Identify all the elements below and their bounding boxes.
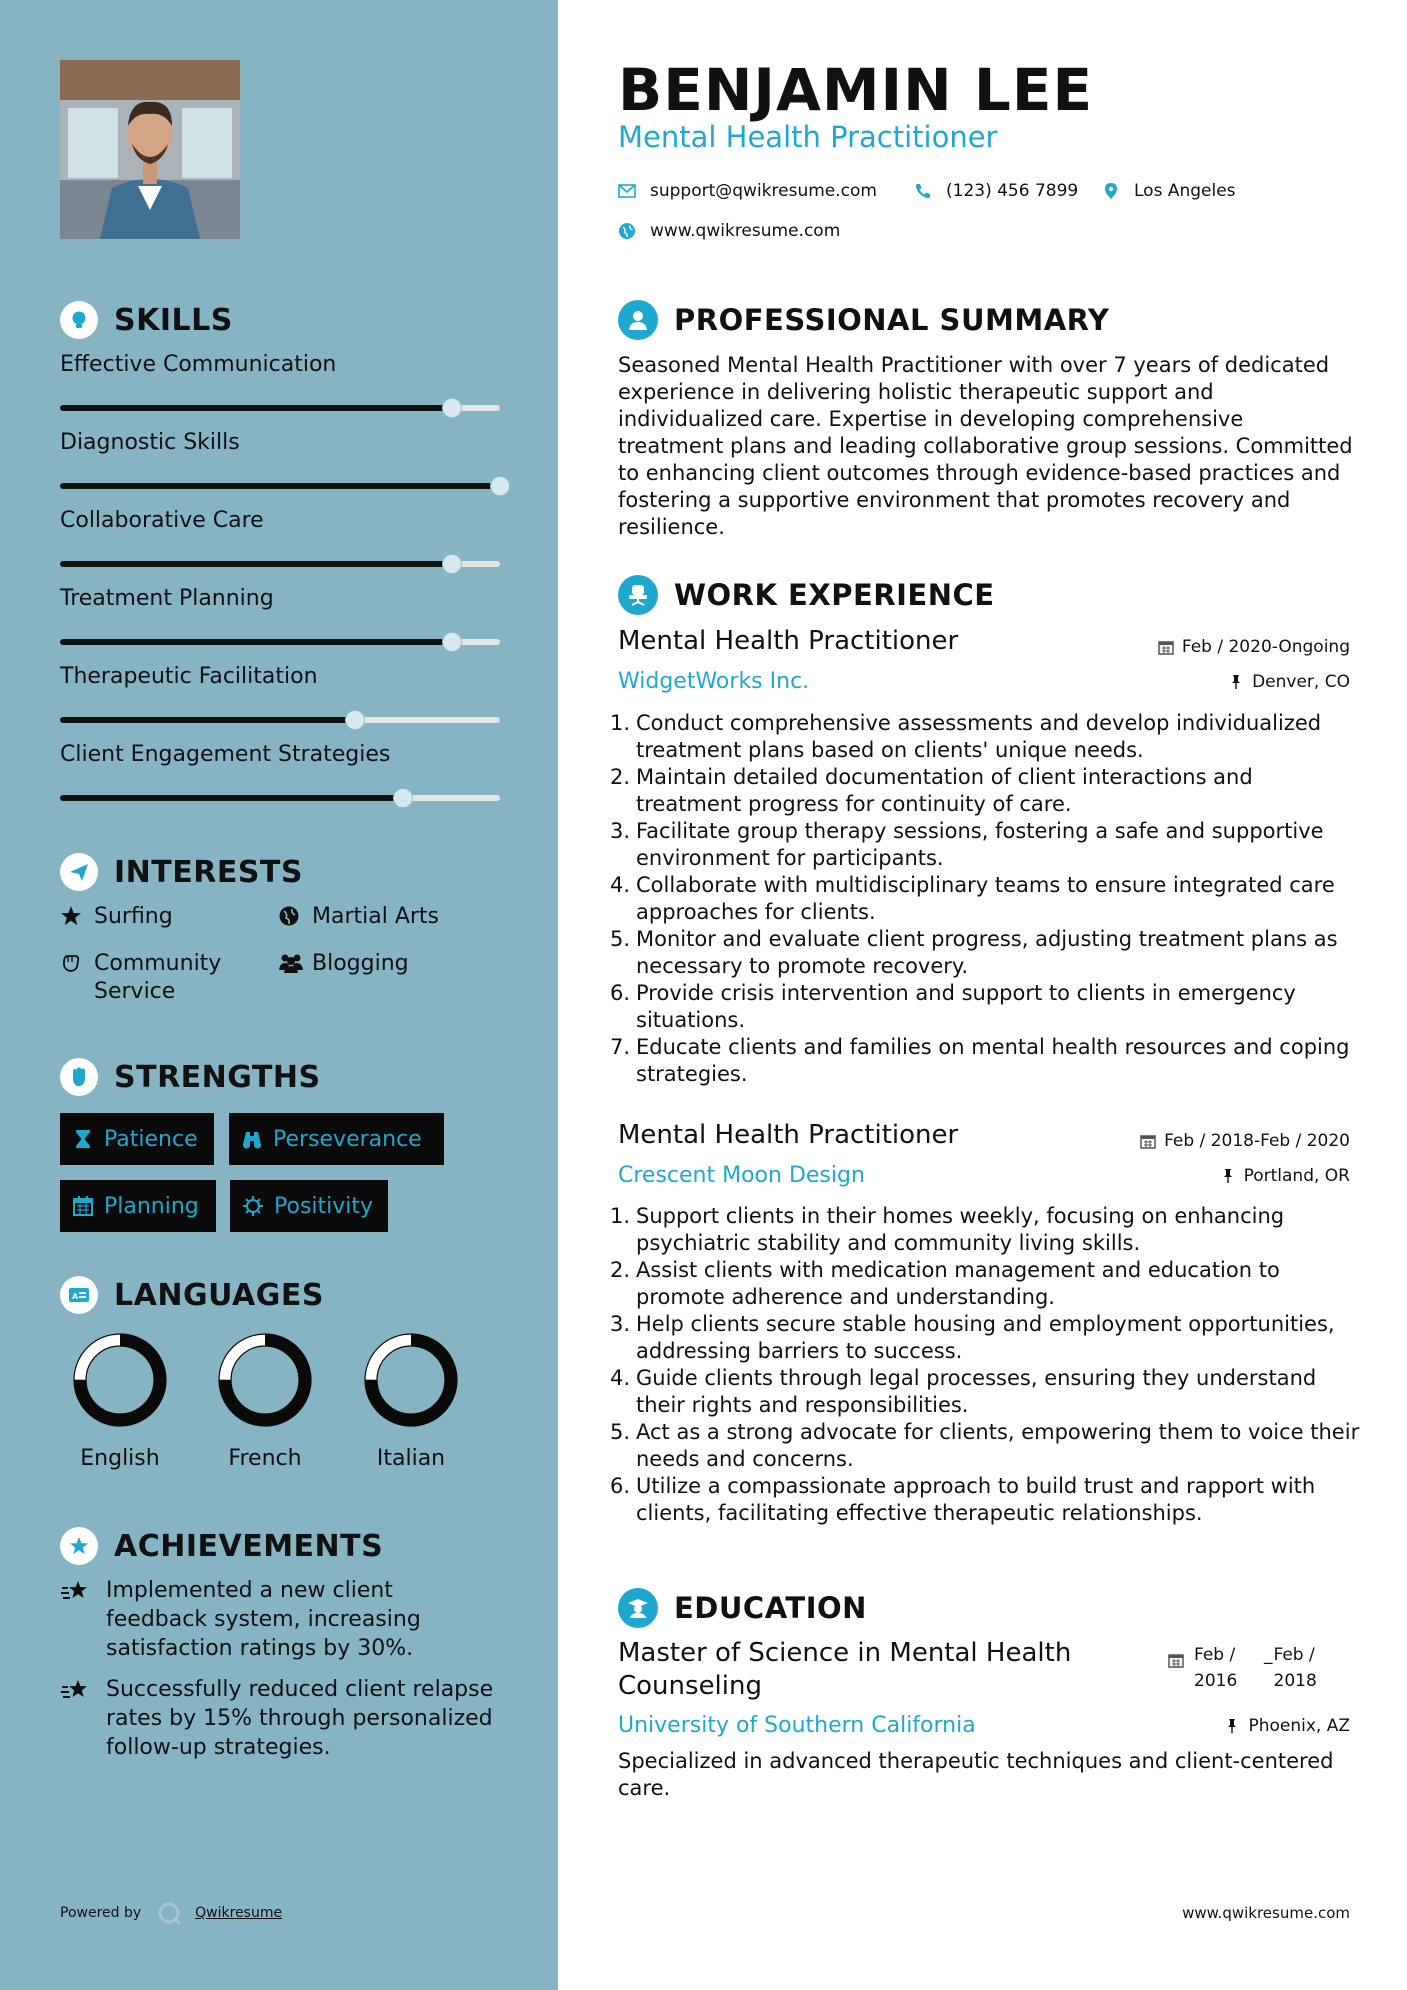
list-item: 7. Educate clients and families on mental health resources and coping strategies.: [610, 1035, 1350, 1086]
language-gauge: [363, 1332, 459, 1428]
skill-name: Diagnostic Skills: [60, 430, 240, 455]
skill-item: [60, 742, 500, 767]
skill-bar: [60, 483, 500, 489]
achievement-item: Implemented a new client feedback system, increasing satisfaction ratings by 30%.: [60, 1576, 500, 1663]
shooting-star-icon: [60, 1677, 90, 1703]
language-item: [65, 1332, 175, 1471]
main-content: [558, 0, 1407, 1990]
degree-title: Master of Science in Mental Health Counseling: [618, 1638, 1072, 1701]
contact-website: [618, 221, 840, 241]
achievements-heading: ACHIEVEMENTS: [60, 1526, 383, 1566]
list-item: 5. Monitor and evaluate client progress, adjusting treatment plans as necessary to promote recovery.: [610, 927, 1338, 978]
list-item: 4. Guide clients through legal processes, ensuring they understand their rights and responsibilities.: [610, 1366, 1317, 1417]
pushpin-icon: [1224, 1718, 1240, 1734]
lightbulb-icon: [60, 301, 98, 339]
language-item: [356, 1332, 466, 1471]
strength-tag: Patience: [60, 1113, 214, 1165]
svg-text:A: A: [72, 1292, 79, 1301]
calendar-icon: [72, 1195, 94, 1217]
language-card-icon: [60, 1276, 98, 1314]
skills-heading: SKILLS: [60, 300, 233, 340]
language-gauge: [217, 1332, 313, 1428]
interest-item: Surfing: [60, 903, 173, 931]
company-name: Crescent Moon Design: [618, 1163, 865, 1188]
skill-name: Therapeutic Facilitation: [60, 664, 318, 689]
languages-heading: A LANGUAGES: [60, 1275, 324, 1315]
sun-icon: [242, 1195, 264, 1217]
skill-bar: [60, 717, 500, 723]
website-link[interactable]: www.qwikresume.com: [650, 221, 841, 241]
interest-item: Community Service: [60, 950, 250, 1006]
skill-name: Client Engagement Strategies: [60, 742, 391, 767]
profile-photo: [60, 60, 240, 239]
company-name: WidgetWorks Inc.: [618, 669, 810, 694]
language-name: Italian: [376, 1446, 446, 1471]
skill-bar: [60, 795, 500, 801]
candidate-name: BENJAMIN LEE: [618, 56, 1094, 124]
list-item: 6. Provide crisis intervention and support to clients in emergency situations.: [610, 981, 1296, 1032]
pushpin-icon: [1228, 674, 1244, 690]
skill-item: [60, 586, 500, 611]
contact-location: Los Angeles: [1102, 181, 1236, 201]
skill-name: Collaborative Care: [60, 508, 264, 533]
users-icon: [278, 952, 302, 976]
list-item: 1. Support clients in their homes weekly, focusing on enhancing psychiatric stability and community living skills.: [610, 1204, 1285, 1255]
language-name: English: [80, 1446, 160, 1471]
office-chair-icon: [618, 575, 658, 615]
list-item: 6. Utilize a compassionate approach to build trust and rapport with clients, facilitating effective therapeutic relationships.: [610, 1474, 1316, 1525]
contact-phone: (123) 456 7899: [914, 181, 1078, 201]
strength-tag: Perseverance: [229, 1113, 444, 1165]
skill-item: [60, 508, 500, 533]
education-dates: Feb / 2016 _ Feb / 2018: [1168, 1642, 1348, 1694]
list-item: 5. Act as a strong advocate for clients, empowering them to voice their needs and concerns.: [610, 1420, 1360, 1471]
footer-website-link[interactable]: www.qwikresume.com: [1182, 1904, 1350, 1922]
strength-tag: Positivity: [230, 1180, 388, 1232]
calendar-icon: [1168, 1650, 1184, 1666]
job-bullets: [610, 710, 1360, 1088]
skill-name: Effective Communication: [60, 352, 337, 377]
job-dates: Feb / 2018-Feb / 2020: [1140, 1131, 1350, 1151]
graduate-icon: [618, 1588, 658, 1628]
job-title: Mental Health Practitioner: [618, 626, 959, 656]
list-item: 2. Maintain detailed documentation of client interactions and treatment progress for continuity of care.: [610, 765, 1253, 816]
qwikresume-logo-icon: [155, 1900, 185, 1926]
sidebar: [0, 0, 558, 1990]
calendar-icon: [1158, 639, 1174, 655]
strengths-heading: STRENGTHS: [60, 1057, 321, 1097]
email-link[interactable]: support@qwikresume.com: [650, 181, 877, 201]
envelope-icon: [618, 182, 636, 200]
globe-icon: [278, 905, 302, 929]
education-description: Specialized in advanced therapeutic techniques and client-centered care.: [618, 1749, 1334, 1800]
map-pin-icon: [1102, 182, 1120, 200]
skill-bar: [60, 405, 500, 411]
binoculars-icon: [241, 1128, 263, 1150]
shooting-star-icon: [60, 1578, 90, 1604]
skill-bar: [60, 639, 500, 645]
strength-tag: Planning: [60, 1180, 216, 1232]
fist-icon: [60, 1058, 98, 1096]
skill-item: [60, 352, 500, 377]
skill-item: [60, 430, 500, 455]
job-title: Mental Health Practitioner: [618, 1120, 959, 1150]
language-item: [210, 1332, 320, 1471]
school-name: University of Southern California: [618, 1713, 976, 1738]
calendar-icon: [1140, 1133, 1156, 1149]
star-icon: [60, 905, 84, 929]
list-item: 3. Facilitate group therapy sessions, fostering a safe and supportive environment for participants.: [610, 819, 1324, 870]
list-item: 1. Conduct comprehensive assessments and develop individualized treatment plans based on clients' unique needs.: [610, 711, 1322, 762]
user-icon: [618, 300, 658, 340]
education-heading: EDUCATION: [618, 1588, 867, 1628]
contact-email: [618, 181, 877, 201]
qwikresume-link[interactable]: Qwikresume: [195, 1905, 283, 1921]
powered-by: Powered by Qwikresume: [60, 1900, 282, 1926]
language-gauge: [72, 1332, 168, 1428]
job-dates: Feb / 2020-Ongoing: [1158, 637, 1350, 657]
list-item: 4. Collaborate with multidisciplinary teams to ensure integrated care approaches for clients.: [610, 873, 1335, 924]
list-item: 2. Assist clients with medication management and education to promote adherence and understanding.: [610, 1258, 1280, 1309]
achievement-item: Successfully reduced client relapse rates by 15% through personalized follow-up strategies.: [60, 1675, 500, 1762]
phone-icon: [914, 182, 932, 200]
job-location: Portland, OR: [1220, 1166, 1350, 1186]
candidate-role: Mental Health Practitioner: [618, 120, 998, 154]
hand-icon: [60, 952, 84, 976]
globe-icon: [618, 222, 636, 240]
skill-name: Treatment Planning: [60, 586, 274, 611]
star-badge-icon: [60, 1527, 98, 1565]
summary-text: Seasoned Mental Health Practitioner with over 7 years of dedicated experience in delivering holistic therapeutic support and individualized care. Expertise in developing comprehensive treatment plans and leading collaborative group sessions. Committed to enhancing client outcomes through evidence-based practices and fostering a supportive environment that promotes recovery and resilience.: [618, 353, 1353, 539]
interest-item: Martial Arts: [278, 903, 439, 931]
summary-heading: PROFESSIONAL SUMMARY: [618, 300, 1109, 340]
skill-bar: [60, 561, 500, 567]
hourglass-icon: [72, 1128, 94, 1150]
skill-item: [60, 664, 500, 689]
list-item: 3. Help clients secure stable housing and employment opportunities, addressing barriers to success.: [610, 1312, 1335, 1363]
language-name: French: [228, 1446, 302, 1471]
pushpin-icon: [1220, 1168, 1236, 1184]
paper-plane-icon: [60, 853, 98, 891]
job-location: Denver, CO: [1228, 672, 1350, 692]
interests-heading: INTERESTS: [60, 852, 303, 892]
job-bullets: [610, 1203, 1360, 1527]
experience-heading: WORK EXPERIENCE: [618, 575, 995, 615]
interest-item: Blogging: [278, 950, 409, 978]
education-location: Phoenix, AZ: [1224, 1716, 1350, 1736]
